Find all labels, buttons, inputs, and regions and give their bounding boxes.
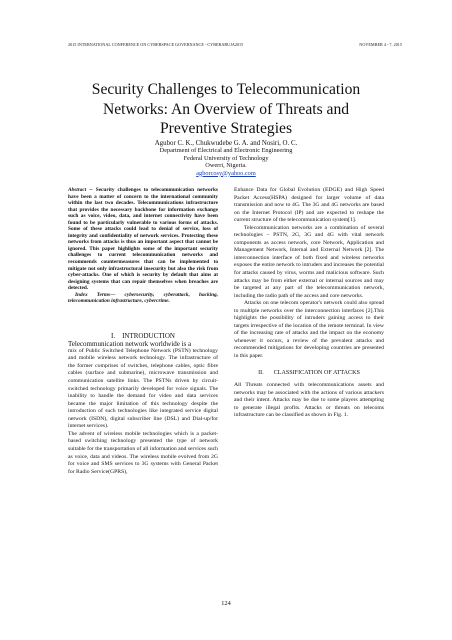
- intro-lead-line: Telecommunication network worldwide is a: [68, 339, 192, 348]
- title-line-2: Networks: An Overview of Threats and: [102, 100, 350, 118]
- author-block: [60, 140, 392, 177]
- conference-dates: NOVEMBER 4 - 7, 2015: [359, 41, 402, 47]
- page-number: 124: [221, 600, 231, 607]
- author-email-link[interactable]: agborcosy@yahoo.com: [196, 169, 256, 177]
- body-paragraph-3: Attacks on one telecom operator's network could also spread to multiple networks over the interconnection interfaces [2].This highlights the possibility of intruders gaining access to their targets irrespective of the location of the remote terminal. In view of the increasing rate of attacks and the impact on the economy whenever it occurs, a review of the prevalent attacks and recommended mitigations for developing countries are presented in this paper.: [234, 300, 384, 360]
- intro-paragraph-1: mix of Public Switched Telephone Network (PSTN) technology and mobile wireless network technology. The infrastructure of the former comprises of switches, telephone cables, optic fibre cables (surface and submarine), microwave transmission and communication satellite links. The PSTNs driven by circuit-switched technology primarily developed for voice signals. The inability to handle the demand for video and data services became the major limitation of this technology despite the introduction of such technologies like integrated service digital network (ISDN), digital subscriber line (DSL) and Dial-up/for internet services).: [68, 347, 218, 430]
- section-heading-classification: [234, 370, 384, 377]
- section-title: CLASSIFICATION OF ATTACKS: [273, 369, 360, 376]
- abstract-text: Security challenges to telecommunication networks have been a matter of concern to the international community within the last two decades. Telecommunications infrastructure that provides the necessary backbone for information exchange such as voice, video, data, and internet connectivity have been found to be particularly vulnerable to various forms of attacks. Some of these attacks could lead to denial of service, loss of integrity and confidentiality of network services. Protecting these networks from attacks is thus an important aspect that cannot be ignored. This paper highlights some of the important security challenges to current telecommunication networks and recommends countermeasures that can be implemented to mitigate not only infrastructural insecurity but also the risk from cyber-attacks. One of which is security by default that aims at designing systems that can repair themselves when breaches are detected.: [68, 187, 218, 292]
- intro-paragraph-2: The advent of wireless mobile technologies which is a packet-based switching technology presented the type of network suitable for the transportation of all information and services such as voice, data and videos. The wireless mobile evolved from 2G for voice and SMS services to 3G systems with General Packet for Radio Service(GPRS),: [68, 430, 218, 475]
- section-number: I.: [111, 331, 116, 340]
- running-header: [68, 40, 402, 48]
- section-title: INTRODUCTION: [122, 331, 175, 340]
- abstract: [68, 187, 218, 292]
- body-paragraph-2: Telecommunication networks are a combination of several technologies – PSTN, 2G, 3G and 4G with vital network components as access network, core Network, Application and Management Network, Internal and External Network [2]. The interconnection interface of both fixed and wireless networks exposes the entire network to intruders and increases the potential for attacks caused by virus, worms and malicious software. Such attacks may be from either external or internal sources and may be targeted at any part of the telecommunication network, including the radio path of the access and core networks.: [234, 224, 384, 299]
- author-location: Owerri, Nigeria.: [205, 162, 247, 170]
- left-column: [68, 187, 218, 476]
- paper-title: [60, 80, 392, 139]
- conference-name: 2015 INTERNATIONAL CONFERENCE ON CYBERSPACE GOVERNANCE - CYBERABUJA2015: [68, 41, 244, 47]
- right-column: [234, 187, 384, 420]
- author-university: Federal University of Technology: [183, 154, 269, 162]
- abstract-lead: Abstract --: [68, 187, 93, 193]
- body-paragraph-1: Enhance Data for Global Evolution (EDGE) and High Speed Packet Access(HSPA) designed for larger volume of data transmission and now to 4G. The 3G and 4G networks are based on the Internet Protocol (IP) and are expected to reshape the current structure of the telecommunication system[1].: [234, 187, 384, 224]
- author-names: Agubor C. K., Chukwudebe G. A. and Nosiri, O. C.: [154, 140, 298, 147]
- section-heading-introduction: [68, 332, 218, 340]
- index-terms: Index Terms— cybersecurity, cyberattack, hacking, telecommunication infrastructure, cybercrime.: [68, 291, 218, 305]
- title-line-3: Preventive Strategies: [159, 120, 293, 137]
- section-number: II.: [258, 369, 264, 376]
- title-line-1: Security Challenges to Telecommunication: [91, 81, 361, 98]
- author-department: Department of Electrical and Electronic Engineering: [159, 147, 293, 155]
- body-paragraph-4: All Threats connected with telecommunications assets and networks may be associated with the actions of various attackers and their intent. Attacks may be due to some players attempting to generate illegal profits. Attacks or threats on telecoms infrastructure can be classified as shown in Fig. 1.: [234, 381, 384, 419]
